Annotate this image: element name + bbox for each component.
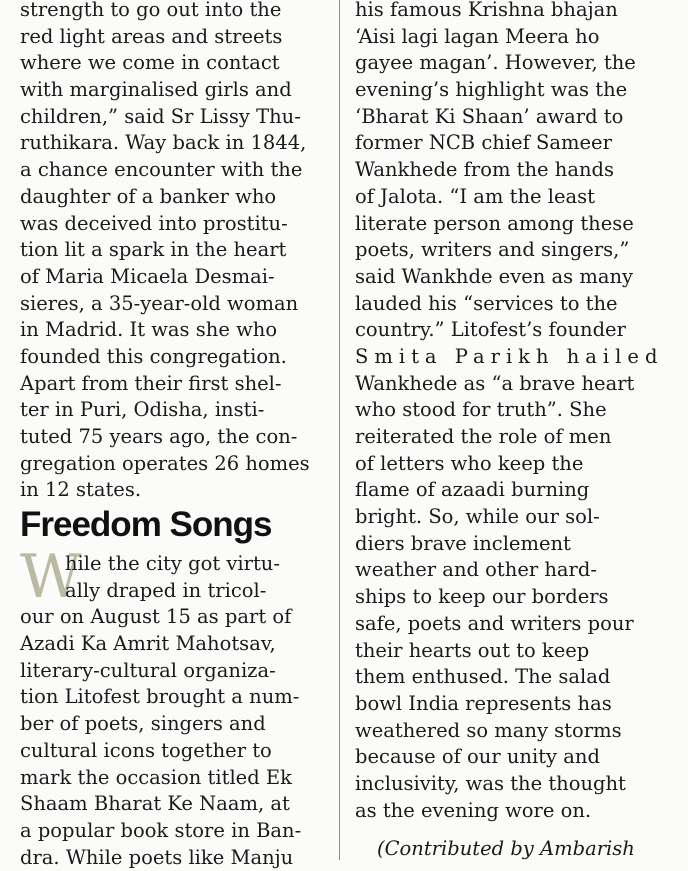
text-line: was deceived into prostitu- bbox=[20, 211, 288, 235]
text-line: cultural icons together to bbox=[20, 738, 272, 762]
text-line: Wankhede as “a brave heart bbox=[355, 371, 635, 395]
text-line: gregation operates 26 homes bbox=[20, 451, 310, 475]
text-line: gayee magan’. However, the bbox=[355, 51, 636, 75]
text-line: ally draped in tricol- bbox=[65, 578, 267, 602]
text-line: a chance encounter with the bbox=[20, 158, 303, 182]
text-line: Smita Parikh hailed bbox=[355, 344, 664, 368]
text-line: ‘Bharat Ki Shaan’ award to bbox=[355, 104, 624, 128]
text-line: tion Litofest brought a num- bbox=[20, 685, 300, 709]
text-line: inclusivity, was the thought bbox=[355, 771, 626, 795]
text-line: Wankhede from the hands bbox=[355, 158, 615, 182]
text-line: them enthused. The salad bbox=[355, 665, 611, 689]
left-column-text bbox=[20, 0, 310, 504]
text-line: diers brave inclement bbox=[355, 531, 571, 555]
text-line: because of our unity and bbox=[355, 745, 600, 769]
text-line: literary-cultural organiza- bbox=[20, 658, 276, 682]
right-column bbox=[355, 0, 665, 860]
text-line: Shaam Bharat Ke Naam, at bbox=[20, 792, 290, 816]
left-column bbox=[20, 0, 330, 869]
text-line: bowl India represents has bbox=[355, 691, 612, 715]
text-line: in Madrid. It was she who bbox=[20, 318, 278, 342]
text-line: a popular book store in Ban- bbox=[20, 818, 302, 842]
text-line: dra. While poets like Manju bbox=[20, 845, 294, 869]
text-line: said Wankhde even as many bbox=[355, 264, 634, 288]
text-line: who stood for truth”. She bbox=[355, 398, 607, 422]
text-line: flame of azaadi burning bbox=[355, 478, 590, 502]
article-credit: (Contributed by Ambarish bbox=[377, 837, 635, 860]
text-line: poets, writers and singers,” bbox=[355, 238, 630, 262]
text-line: tion lit a spark in the heart bbox=[20, 238, 287, 262]
dropcap-paragraph-start bbox=[20, 542, 301, 612]
text-line: literate person among these bbox=[355, 211, 634, 235]
text-line: bright. So, while our sol- bbox=[355, 505, 600, 529]
article-body bbox=[20, 542, 302, 871]
text-line: our on August 15 as part of bbox=[20, 605, 292, 629]
text-line: their hearts out to keep bbox=[355, 638, 590, 662]
text-line: daughter of a banker who bbox=[20, 184, 277, 208]
text-line: in 12 states. bbox=[20, 478, 142, 502]
text-line: ships to keep our borders bbox=[355, 585, 609, 609]
text-line: country.” Litofest’s founder bbox=[355, 318, 626, 342]
drop-cap: W bbox=[20, 542, 82, 612]
text-line: red light areas and streets bbox=[20, 24, 283, 48]
text-line: where we come in contact bbox=[20, 51, 280, 75]
text-line: founded this congregation. bbox=[20, 344, 287, 368]
text-line: former NCB chief Sameer bbox=[355, 131, 612, 155]
text-line: his famous Krishna bhajan bbox=[355, 0, 618, 21]
text-line: Azadi Ka Amrit Mahotsav, bbox=[20, 632, 276, 656]
text-line: hile the city got virtu- bbox=[65, 552, 280, 575]
text-line: ter in Puri, Odisha, insti- bbox=[20, 398, 265, 422]
text-line: of letters who keep the bbox=[355, 451, 584, 475]
text-line: tuted 75 years ago, the con- bbox=[20, 425, 298, 448]
text-line: safe, poets and writers pour bbox=[355, 611, 634, 635]
text-line: mark the occasion titled Ek bbox=[20, 765, 292, 789]
text-line: of Jalota. “I am the least bbox=[355, 184, 595, 208]
text-line: strength to go out into the bbox=[20, 0, 282, 21]
text-line: lauded his “services to the bbox=[355, 291, 618, 315]
text-line: children,” said Sr Lissy Thu- bbox=[20, 104, 301, 128]
text-line: weather and other hard- bbox=[355, 558, 597, 582]
column-divider bbox=[339, 0, 340, 860]
section-heading: Freedom Songs bbox=[20, 505, 272, 544]
text-line: ruthikara. Way back in 1844, bbox=[20, 131, 307, 155]
right-column-text bbox=[355, 0, 663, 824]
text-line: sieres, a 35-year-old woman bbox=[20, 291, 299, 315]
text-line: ber of poets, singers and bbox=[20, 712, 266, 736]
text-line: Apart from their first shel- bbox=[20, 371, 282, 395]
text-line: with marginalised girls and bbox=[20, 78, 292, 102]
text-line: of Maria Micaela Desmai- bbox=[20, 264, 275, 288]
text-line: evening’s highlight was the bbox=[355, 78, 628, 102]
text-line: as the evening wore on. bbox=[355, 798, 592, 822]
text-line: reiterated the role of men bbox=[355, 425, 612, 448]
text-line: weathered so many storms bbox=[355, 718, 622, 742]
text-line: ‘Aisi lagi lagan Meera ho bbox=[355, 24, 600, 48]
